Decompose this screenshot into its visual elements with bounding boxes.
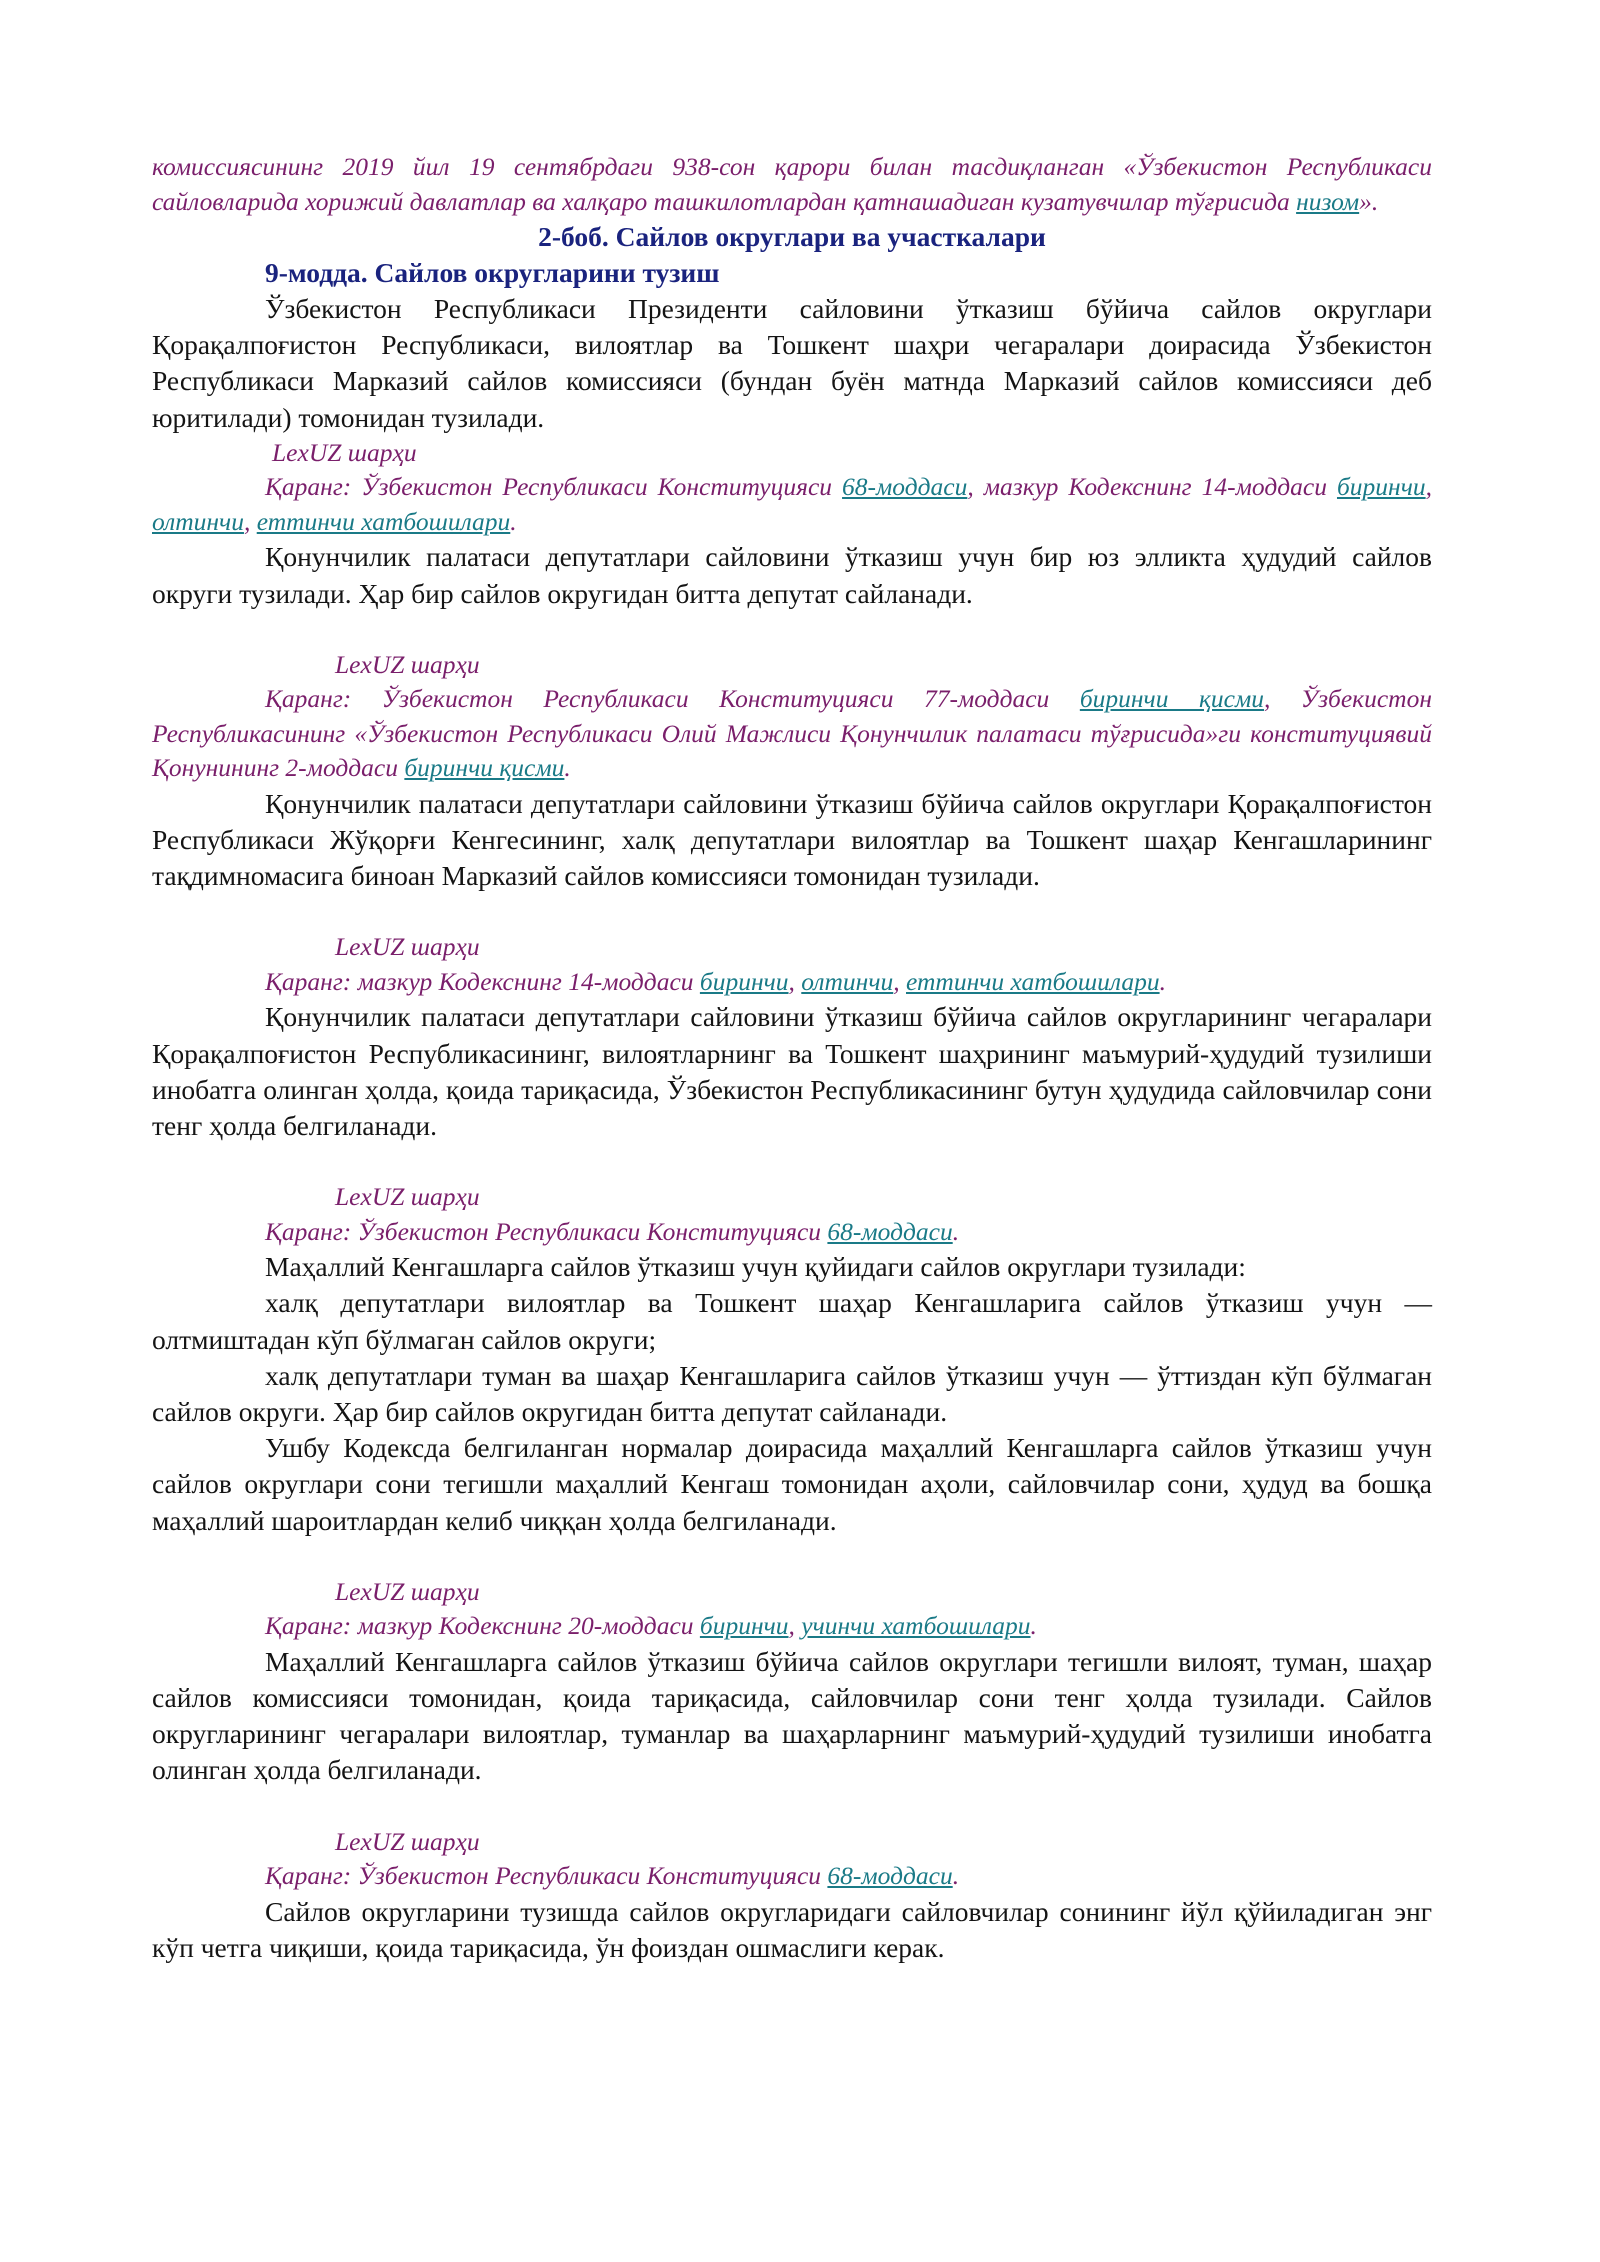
link-first-paragraph[interactable]: биринчи xyxy=(699,1611,789,1641)
link-third-paragraphs[interactable]: учинчи хатбошилари xyxy=(801,1611,1031,1641)
lexuz-commentary-label: LexUZ шарҳи xyxy=(335,649,480,679)
link-first-part[interactable]: биринчи қисми xyxy=(1079,684,1265,714)
paragraph-4: Қонунчилик палатаси депутатлари сайловини ўтказиш бўйича сайлов округларининг чегаралари Қорақалпоғистон Республикасининг, вилоятларнинг ва Тошкент шаҳрининг маъмурий-ҳудудий тузилиши инобатга олинган ҳолда, қоида тариқасида, Ўзбекистон Республикасининг бутун ҳудудида сайловчилар сони тенг ҳолда белгиланади. xyxy=(152,1001,1432,1141)
link-first-paragraph[interactable]: биринчи xyxy=(1336,472,1426,502)
paragraph-3: Қонунчилик палатаси депутатлари сайловини ўтказиш бўйича сайлов округлари Қорақалпоғистон Республикаси Жўқорғи Кенгесининг, халқ депутатлари вилоятлар ва Тошкент шаҳар Кенгашларининг тақдимномасига биноан Марказий сайлов комиссияси томонидан тузилади. xyxy=(152,787,1432,892)
commentary-reference-2: Қаранг: Ўзбекистон Республикаси Конституцияси 77-моддаси биринчи қисми, Ўзбекистон Республикасининг «Ўзбекистон Республикаси Олий Мажлиси Қонунчилик палатаси тўғрисида»ги конституциявий Қонунининг 2-моддаси биринчи қисми. xyxy=(152,684,1432,783)
link-constitution-article-68[interactable]: 68-моддаси xyxy=(842,472,968,502)
link-first-paragraph[interactable]: биринчи xyxy=(699,966,789,996)
paragraph-9: Маҳаллий Кенгашларга сайлов ўтказиш бўйича сайлов округлари тегишли вилоят, туман, шаҳар сайлов комиссияси томонидан, қоида тариқасида, сайловчилар сони тенг ҳолда тузилади. Сайлов округларининг чегаралари вилоятлар, туманлар ва шаҳарларнинг маъмурий-ҳудудий тузилиши инобатга олинган ҳолда белгиланади. xyxy=(152,1645,1432,1786)
link-constitution-article-68[interactable]: 68-моддаси xyxy=(827,1216,953,1246)
spacer xyxy=(152,894,1432,930)
intro-commentary: комиссиясининг 2019 йил 19 сентябрдаги 938-сон қарори билан тасдиқланган «Ўзбекистон Республикаси сайловларида хорижий давлатлар ва халқаро ташкилотлардан қатнашадиган кузатувчилар тўғрисида низом». xyxy=(152,152,1432,216)
link-first-part[interactable]: биринчи қисми xyxy=(404,753,565,783)
paragraph-7: халқ депутатлари туман ва шаҳар Кенгашларига сайлов ўтказиш учун — ўттиздан кўп бўлмаган сайлов округи. Ҳар бир сайлов округидан битта депутат сайланади. xyxy=(152,1359,1432,1427)
paragraph-2: Қонунчилик палатаси депутатлари сайловини ўтказиш учун бир юз элликта ҳудудий сайлов округи тузилади. Ҳар бир сайлов округидан битта депутат сайланади. xyxy=(152,541,1432,609)
lexuz-commentary-label: LexUZ шарҳи xyxy=(335,932,480,962)
commentary-reference-1: Қаранг: Ўзбекистон Республикаси Конституцияси 68-моддаси, мазкур Кодекснинг 14-моддаси биринчи, олтинчи, еттинчи хатбошилари. xyxy=(152,472,1432,536)
link-seventh-paragraphs[interactable]: еттинчи хатбошилари xyxy=(906,966,1160,996)
spacer xyxy=(152,1144,1432,1180)
link-nizom[interactable]: низом xyxy=(1296,186,1360,216)
article-title: 9-модда. Сайлов округларини тузиш xyxy=(265,257,720,288)
link-seventh-paragraphs[interactable]: еттинчи хатбошилари xyxy=(256,506,511,536)
commentary-reference-6: Қаранг: Ўзбекистон Республикаси Конституцияси 68-моддаси. xyxy=(265,1861,960,1891)
spacer xyxy=(152,612,1432,648)
commentary-reference-5: Қаранг: мазкур Кодекснинг 20-моддаси биринчи, учинчи хатбошилари. xyxy=(265,1611,1037,1641)
lexuz-commentary-label: LexUZ шарҳи xyxy=(272,437,417,467)
paragraph-6: халқ депутатлари вилоятлар ва Тошкент шаҳар Кенгашларига сайлов ўтказиш учун — олтмиштадан кўп бўлмаган сайлов округи; xyxy=(152,1287,1432,1355)
document-page xyxy=(152,150,1432,1966)
paragraph-1: Ўзбекистон Республикаси Президенти сайловини ўтказиш бўйича сайлов округлари Қорақалпоғистон Республикаси, вилоятлар ва Тошкент шаҳри чегаралари доирасида Ўзбекистон Республикаси Марказий сайлов комиссияси (бундан буён матнда Марказий сайлов комиссияси деб юритилади) томонидан тузилади. xyxy=(152,293,1432,433)
paragraph-8: Ушбу Кодексда белгиланган нормалар доирасида маҳаллий Кенгашларга сайлов ўтказиш учун сайлов округлари сони тегишли маҳаллий Кенгаш томонидан аҳоли, сайловчилар сони, ҳудуд ва бошқа маҳаллий шароитлардан келиб чиққан ҳолда белгиланади. xyxy=(152,1432,1432,1536)
paragraph-5: Маҳаллий Кенгашларга сайлов ўтказиш учун қуйидаги сайлов округлари тузилади: xyxy=(265,1251,1246,1283)
commentary-reference-4: Қаранг: Ўзбекистон Республикаси Конституцияси 68-моддаси. xyxy=(265,1216,960,1246)
spacer xyxy=(152,1789,1432,1825)
paragraph-10: Сайлов округларини тузишда сайлов округларидаги сайловчилар сонининг йўл қўйиладиган энг кўп четга чиқиши, қоида тариқасида, ўн фоиздан ошмаслиги керак. xyxy=(152,1895,1432,1963)
lexuz-commentary-label: LexUZ шарҳи xyxy=(335,1826,480,1856)
link-sixth-paragraph[interactable]: олтинчи xyxy=(801,966,894,996)
spacer xyxy=(152,1539,1432,1575)
chapter-title: 2-боб. Сайлов округлари ва участкалари xyxy=(538,221,1046,252)
lexuz-commentary-label: LexUZ шарҳи xyxy=(335,1182,480,1212)
commentary-reference-3: Қаранг: мазкур Кодекснинг 14-моддаси биринчи, олтинчи, еттинчи хатбошилари. xyxy=(265,966,1166,996)
link-sixth-paragraph[interactable]: олтинчи xyxy=(152,506,244,536)
link-constitution-article-68[interactable]: 68-моддаси xyxy=(827,1861,953,1891)
lexuz-commentary-label: LexUZ шарҳи xyxy=(335,1576,480,1606)
